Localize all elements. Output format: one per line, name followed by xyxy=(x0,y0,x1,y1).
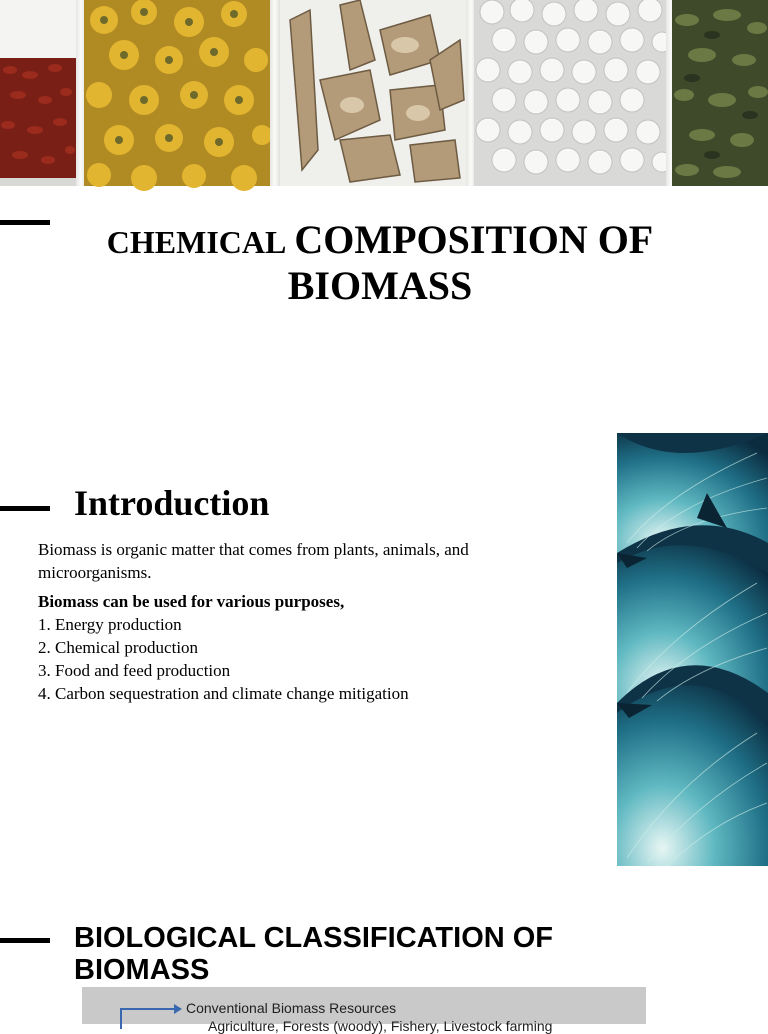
classification-heading: BIOLOGICAL CLASSIFICATION OF BIOMASS xyxy=(74,922,554,986)
diagram-node: Agriculture, Forests (woody), Fishery, Livestock farming xyxy=(208,1018,553,1034)
connector-line xyxy=(120,1008,176,1010)
arrow-icon xyxy=(174,1004,182,1014)
accent-dash xyxy=(0,506,50,511)
introduction-paragraph: Biomass is organic matter that comes from plants, animals, and microorganisms. xyxy=(38,540,469,582)
list-item: 4. Carbon sequestration and climate change mitigation xyxy=(38,684,409,703)
introduction-heading: Introduction xyxy=(74,483,270,523)
fractal-image xyxy=(617,433,768,866)
slide-title xyxy=(40,218,720,310)
diagram-node: Conventional Biomass Resources xyxy=(186,1000,397,1016)
accent-dash xyxy=(0,938,50,943)
list-item: 2. Chemical production xyxy=(38,638,199,657)
goji-berries-image xyxy=(0,0,76,186)
introduction-body xyxy=(38,538,578,705)
dried-herbs-image xyxy=(672,0,768,186)
list-item: 3. Food and feed production xyxy=(38,661,231,680)
connector-line xyxy=(120,1009,122,1029)
list-item: 1. Energy production xyxy=(38,615,182,634)
uses-heading: Biomass can be used for various purposes, xyxy=(38,592,345,611)
title-rest: COMPOSITION OF BIOMASS xyxy=(287,217,654,308)
hero-image-strip xyxy=(0,0,768,186)
tablets-image xyxy=(474,0,666,186)
uses-list xyxy=(38,613,578,705)
chrysanthemum-image xyxy=(84,0,270,186)
classification-diagram xyxy=(82,987,646,1034)
dried-roots-image xyxy=(280,0,466,186)
title-small-caps: CHEMICAL xyxy=(106,224,287,260)
